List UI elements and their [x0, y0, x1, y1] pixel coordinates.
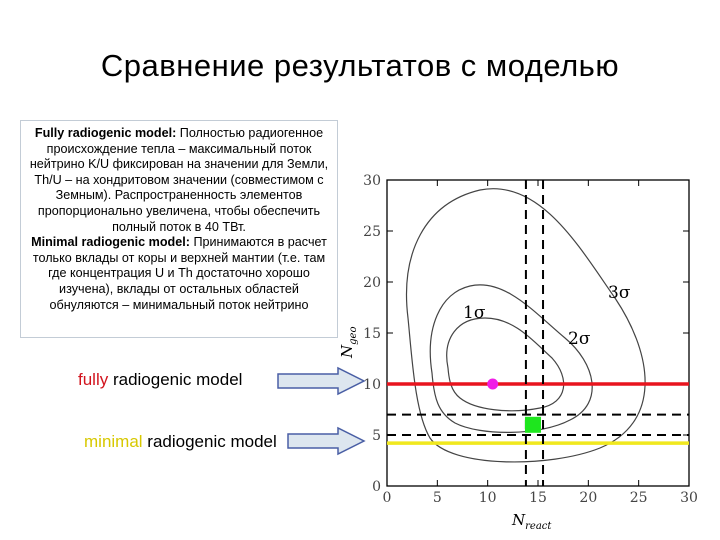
- minimal-rest: radiogenic model: [142, 432, 277, 451]
- y-tick-label: 10: [363, 377, 381, 393]
- x-tick-label: 15: [529, 490, 547, 506]
- x-tick-label: 0: [382, 490, 392, 506]
- x-tick-label: 10: [478, 490, 497, 506]
- minimal-word: minimal: [84, 432, 143, 451]
- fully-model-label: [78, 370, 242, 390]
- y-tick-label: 15: [363, 326, 381, 342]
- fully-model-description: Полностью радиогенное происхождение тепла – максимальный поток нейтрино K/U фиксирован на значении для Земли, Th/U – на хондритовом значении (совместимом с Земным). Распространенность элементов пропорционально увеличена, чтобы обеспечить полный поток в 40 ТВт.: [29, 126, 329, 234]
- contour-label-1sigma: 1σ: [463, 303, 486, 323]
- point-minimal-radiogenic: [525, 417, 541, 433]
- minimal-model-heading: Minimal radiogenic model:: [31, 235, 190, 250]
- slide-title: Сравнение результатов с моделью: [100, 48, 620, 83]
- y-tick-label: 20: [363, 275, 381, 291]
- x-axis-label: $N_{react}$: [512, 511, 552, 532]
- y-axis-label: $N_{geo}$: [338, 326, 359, 358]
- chart-axes: [363, 173, 698, 506]
- point-fully-radiogenic: [487, 379, 498, 390]
- minimal-model-label: [84, 432, 277, 452]
- contour-label-3sigma: 3σ: [608, 283, 631, 303]
- contour-label-2sigma: 2σ: [568, 329, 591, 349]
- y-tick-label: 30: [363, 173, 381, 189]
- data-points: [487, 379, 541, 433]
- fully-rest: radiogenic model: [108, 370, 243, 389]
- model-description-box: [20, 120, 338, 338]
- fully-model-heading: Fully radiogenic model:: [34, 126, 177, 140]
- x-tick-label: 20: [579, 490, 598, 506]
- x-tick-label: 5: [432, 490, 442, 506]
- x-tick-label: 25: [629, 490, 648, 506]
- y-tick-label: 0: [372, 479, 381, 495]
- x-tick-label: 30: [680, 490, 698, 506]
- y-tick-label: 5: [372, 428, 381, 444]
- contour-chart: [330, 158, 710, 536]
- fully-word: fully: [78, 370, 109, 389]
- contour-1sigma: [447, 318, 564, 411]
- y-tick-label: 25: [363, 224, 381, 240]
- minimal-model-description: Принимаются в расчет только вклады от коры и верхней мантии (т.е. там где концентрация U и Th достаточно хорошо изучена), вклады от остальных областей обнуляются – минимальный поток нейтрино: [32, 235, 327, 312]
